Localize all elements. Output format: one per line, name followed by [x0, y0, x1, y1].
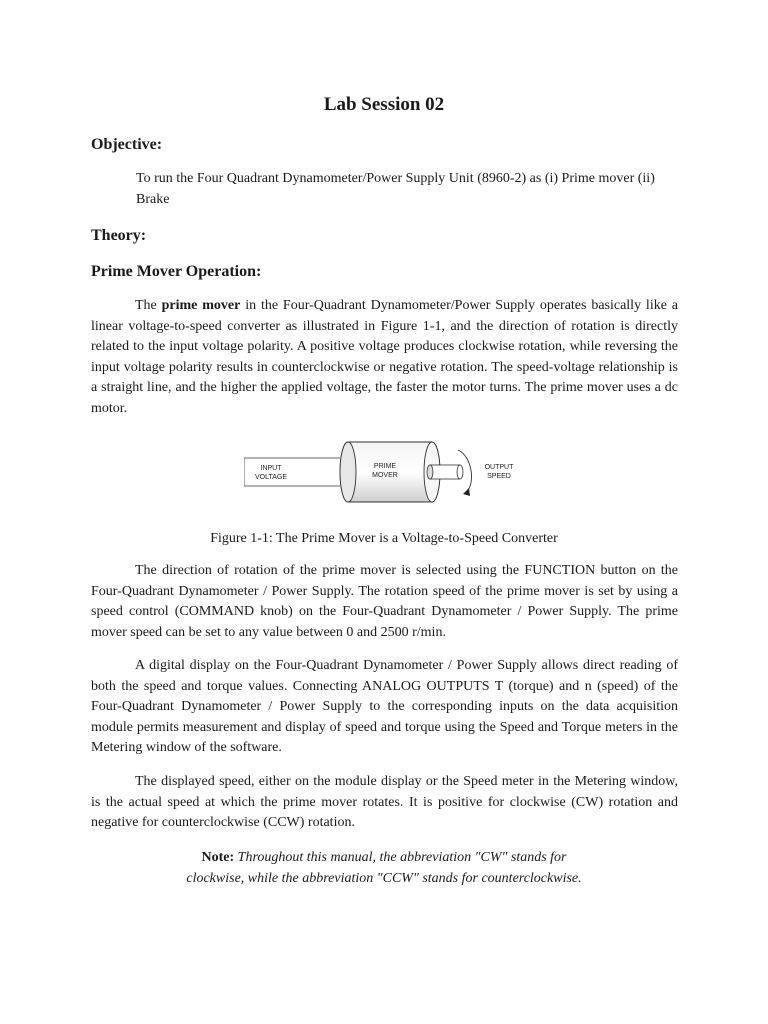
paragraph-rest: in the Four-Quadrant Dynamometer/Power Supply operates basically like a linear voltage-to-speed converter as illustrated in Figure 1-1, and the direction of rotation is directly related to the input voltage polarity. A positive voltage produces clockwise rotation, while reversing the input voltage polarity results in counterclockwise or negative rotation. The speed-voltage relationship is a straight line, and the higher the applied voltage, the faster the motor turns. The prime mover uses a dc motor. — [91, 298, 678, 416]
paragraph-speed: The displayed speed, either on the module display or the Speed meter in the Metering window, is the actual speed at which the prime mover rotates. It is positive for clockwise (CW) rotation and negative for counterclockwise (CCW) rotation. — [91, 774, 678, 831]
objective-heading: Objective: — [91, 136, 163, 153]
input-label-1: INPUT — [260, 465, 282, 472]
prime-label-1: PRIME — [373, 463, 397, 470]
page-title: Lab Session 02 — [323, 94, 445, 115]
paragraph-display: A digital display on the Four-Quadrant Dynamometer / Power Supply allows direct reading of both the speed and torque values. Connecting ANALOG OUTPUTS T (torque) and n (speed) of the Four-Quadrant Dynamometer / Power Supply to the corresponding inputs on the data acquisition module permits measurement and display of speed and torque using the Speed and Torque meters in the Metering window of the software. — [91, 658, 678, 756]
input-label-2: VOLTAGE — [254, 474, 288, 481]
output-label-2: SPEED — [487, 473, 511, 480]
prime-mover-term: prime mover — [161, 298, 241, 313]
paragraph-prime-mover-intro — [91, 296, 678, 420]
note-label: Note: — [201, 850, 235, 865]
figure-caption: Figure 1-1: The Prime Mover is a Voltage-to-Speed Converter — [210, 531, 558, 546]
shaft-base — [427, 465, 433, 479]
output-shaft — [430, 465, 460, 479]
note-line-1: Throughout this manual, the abbreviation "CW" stands for — [237, 850, 567, 865]
prime-mover-heading: Prime Mover Operation: — [91, 263, 262, 280]
paragraph-direction: The direction of rotation of the prime mover is selected using the FUNCTION button on the Four-Quadrant Dynamometer / Power Supply. The rotation speed of the prime mover is set by using a speed control (COMMAND knob) on the Four-Quadrant Dynamometer / Power Supply. The prime mover speed can be set to any value between 0 and 2500 r/min. — [91, 563, 678, 640]
output-label-1: OUTPUT — [484, 464, 514, 471]
theory-heading: Theory: — [91, 227, 147, 244]
note-line-2: clockwise, while the abbreviation "CCW" stands for counterclockwise. — [186, 871, 582, 886]
prime-mover-figure — [244, 436, 524, 508]
prime-label-2: MOVER — [372, 472, 398, 479]
motor-back-face — [340, 442, 356, 502]
objective-text: To run the Four Quadrant Dynamometer/Power Supply Unit (8960-2) as (i) Prime mover (ii) Brake — [136, 171, 655, 207]
rotation-arrowhead — [463, 488, 470, 496]
paragraph-lead: The — [135, 298, 162, 313]
shaft-end — [457, 465, 463, 479]
note-block — [0, 847, 768, 889]
